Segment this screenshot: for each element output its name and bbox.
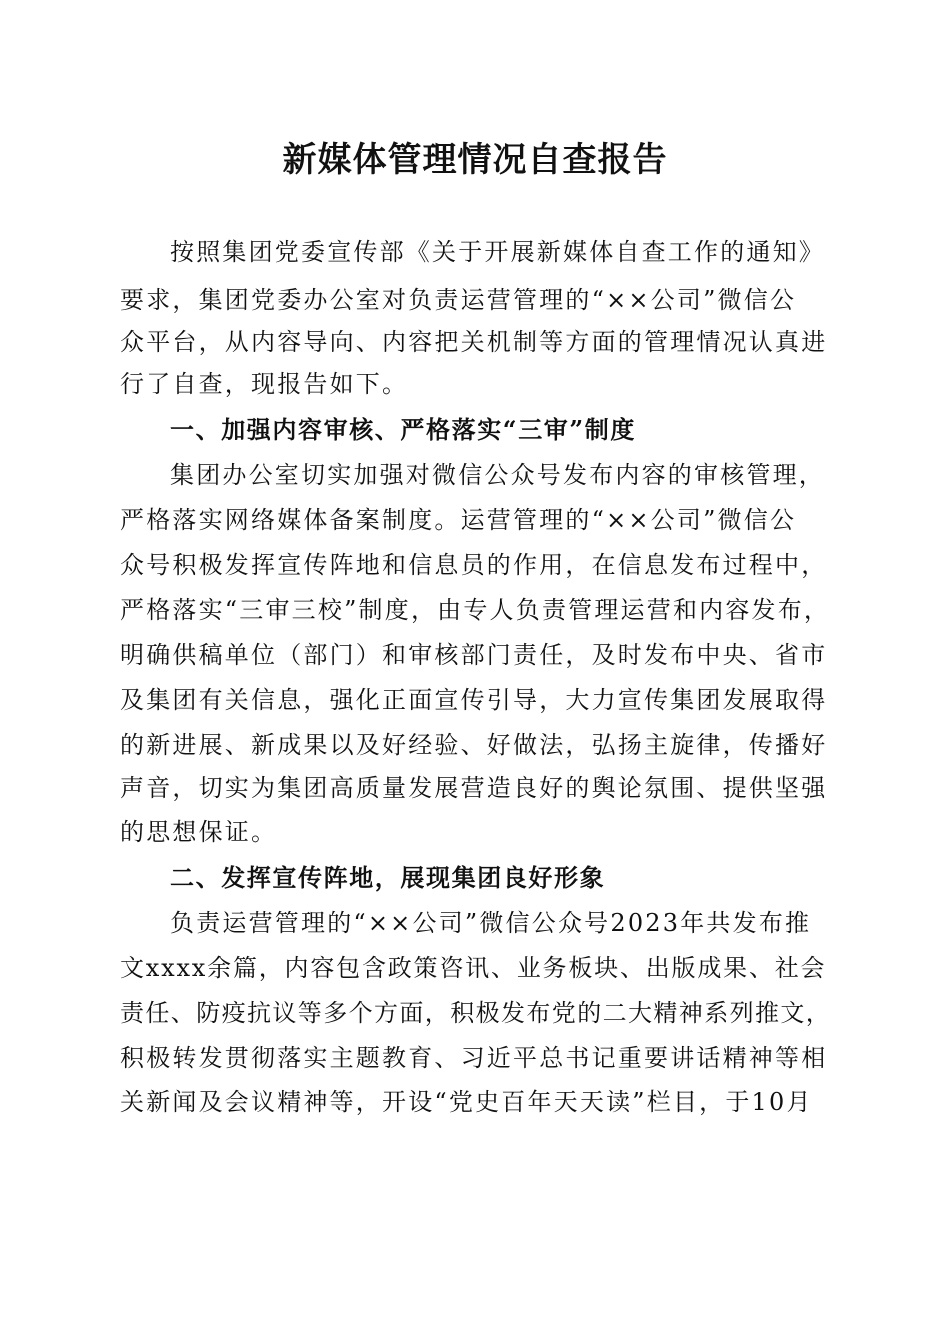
paragraph-2-line-8: 声音，切实为集团高质量发展营造良好的舆论氛围、提供坚强	[120, 774, 828, 802]
paragraph-2-line-2: 严格落实网络媒体备案制度。运营管理的“××公司”微信公	[120, 506, 797, 534]
paragraph-2-line-6: 及集团有关信息，强化正面宣传引导，大力宣传集团发展取得	[120, 686, 828, 714]
paragraph-2-line-9: 的思想保证。	[120, 818, 278, 846]
paragraph-3-line-3: 责任、防疫抗议等多个方面，积极发布党的二大精神系列推文，	[120, 999, 832, 1027]
section-1-heading: 一、加强内容审核、严格落实“三审”制度	[170, 415, 637, 444]
section-2-heading: 二、发挥宣传阵地，展现集团良好形象	[170, 863, 606, 892]
document-title: 新媒体管理情况自查报告	[282, 140, 668, 180]
paragraph-3-line-5: 关新闻及会议精神等，开设“党史百年天天读”栏目，于10月	[120, 1088, 813, 1116]
paragraph-2-line-3: 众号积极发挥宣传阵地和信息员的作用，在信息发布过程中，	[120, 551, 828, 579]
paragraph-3-line-1: 负责运营管理的“××公司”微信公众号2023年共发布推	[170, 909, 812, 937]
paragraph-2-line-1: 集团办公室切实加强对微信公众号发布内容的审核管理，	[170, 461, 825, 489]
paragraph-1-line-4: 行了自查，现报告如下。	[120, 370, 409, 398]
paragraph-3-line-4: 积极转发贯彻落实主题教育、习近平总书记重要讲话精神等相	[120, 1044, 828, 1072]
paragraph-3-line-2: 文xxxx余篇，内容包含政策咨讯、业务板块、出版成果、社会	[120, 954, 827, 982]
paragraph-2-line-5: 明确供稿单位（部门）和审核部门责任，及时发布中央、省市	[120, 641, 828, 669]
paragraph-2-line-7: 的新进展、新成果以及好经验、好做法，弘扬主旋律，传播好	[120, 731, 828, 759]
paragraph-1-line-1: 按照集团党委宣传部《关于开展新媒体自查工作的通知》	[170, 238, 825, 266]
paragraph-2-line-4: 严格落实“三审三校”制度，由专人负责管理运营和内容发布，	[120, 596, 831, 624]
paragraph-1-line-3: 众平台，从内容导向、内容把关机制等方面的管理情况认真进	[120, 328, 828, 356]
paragraph-1-line-2: 要求，集团党委办公室对负责运营管理的“××公司”微信公	[120, 286, 797, 314]
